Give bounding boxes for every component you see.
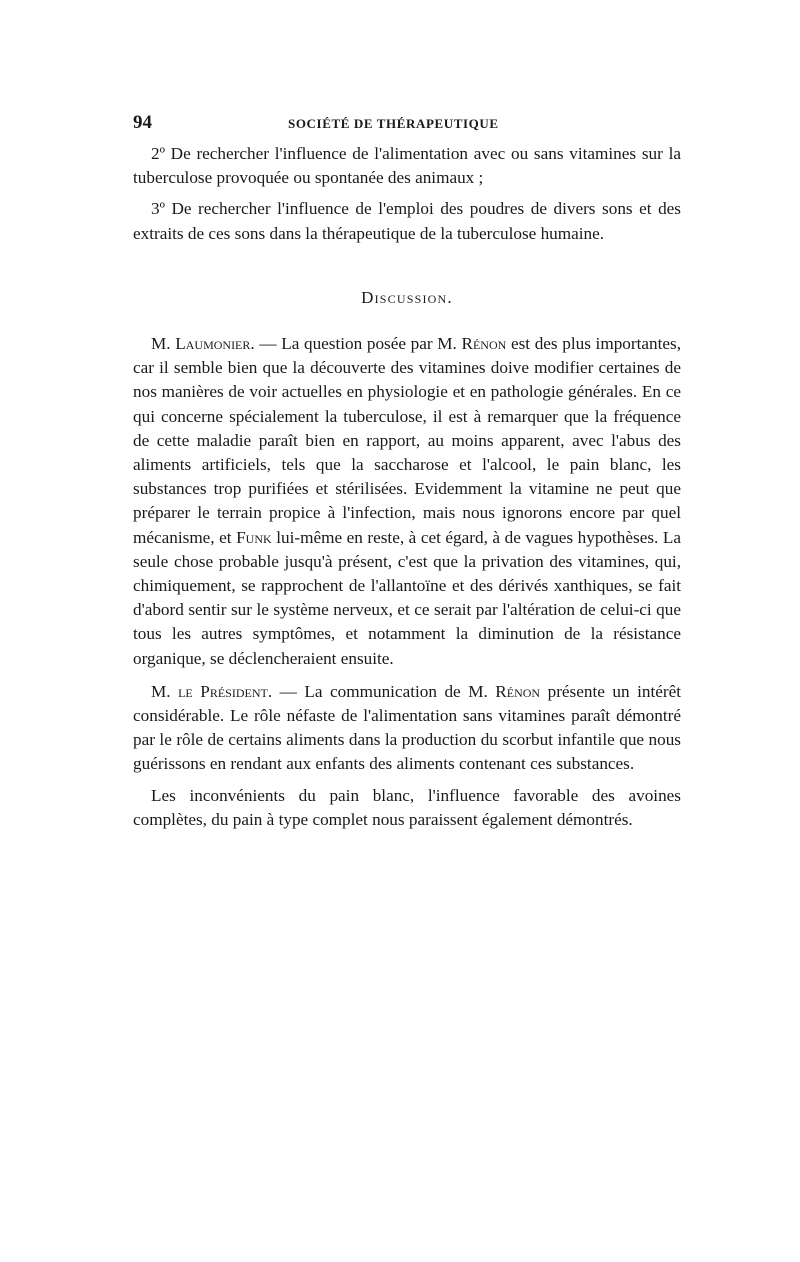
speaker-name: M. le Président. (151, 681, 273, 701)
paragraph-item-2: 2º De rechercher l'influence de l'alimentation avec ou sans vitamines sur la tuberculose provoquée ou spontanée des animaux ; (133, 144, 681, 188)
paragraph-item-3: 3º De rechercher l'influence de l'emploi des poudres de divers sons et des extraits de ces sons dans la thérapeutique de la tuberculose humaine. (133, 199, 681, 243)
text-fragment: — La communication de M. (272, 681, 496, 701)
paragraph-laumonier (133, 332, 681, 671)
section-heading-discussion: Discussion. (361, 287, 453, 307)
person-name: Rénon (461, 334, 507, 354)
paragraph-president (133, 680, 681, 777)
book-page (133, 112, 681, 832)
text-fragment: lui-même en reste, à cet égard, à de vagues hypothèses. La seule chose probable jusqu'à présent, c'est que la privation des vitamines, qui, chimiquement, se rapprochent de l'allantoïne et des dérivés xanthiques, se fait d'abord sentir sur le système nerveux, et ce serait par l'altération de celui-ci que tous les autres symptômes, et notamment la diminution de la résistance organique, se déclencheraient ensuite. (133, 527, 681, 668)
speaker-name: M. Laumonier. (151, 334, 255, 354)
running-title: SOCIÉTÉ DE THÉRAPEUTIQUE (288, 116, 499, 131)
page-number: 94 (133, 112, 152, 133)
running-header (133, 112, 681, 142)
text-fragment: est des plus importantes, car il semble bien que la découverte des vitamines doive modifier certaines de nos manières de voir actuelles en physiologie et en pathologie générales. En ce qui concerne spécialement la tuberculose, il est à remarquer que la fréquence de cette maladie paraît bien en rapport, au moins apparent, avec l'abus des aliments artificiels, tels que la saccharose et l'alcool, le pain blanc, les substances trop purifiées et stérilisées. Evidemment la vitamine ne peut que préparer le terrain propice à l'infection, mais nous ignorons encore par quel mécanisme, et (133, 334, 682, 547)
paragraph-closing: Les inconvénients du pain blanc, l'influence favorable des avoines complètes, du pain à type complet nous paraissent également démontrés. (133, 785, 681, 829)
text-fragment: — La question posée par M. (254, 334, 462, 354)
person-name: Funk (236, 527, 272, 547)
person-name: Rénon (495, 681, 541, 701)
text-fragment: présente un intérêt considérable. Le rôle néfaste de l'alimentation sans vitamines paraît démontré par le rôle de certains aliments dans la production du scorbut infantile que nous guérissons en rendant aux enfants des aliments contenant ces substances. (133, 681, 681, 774)
